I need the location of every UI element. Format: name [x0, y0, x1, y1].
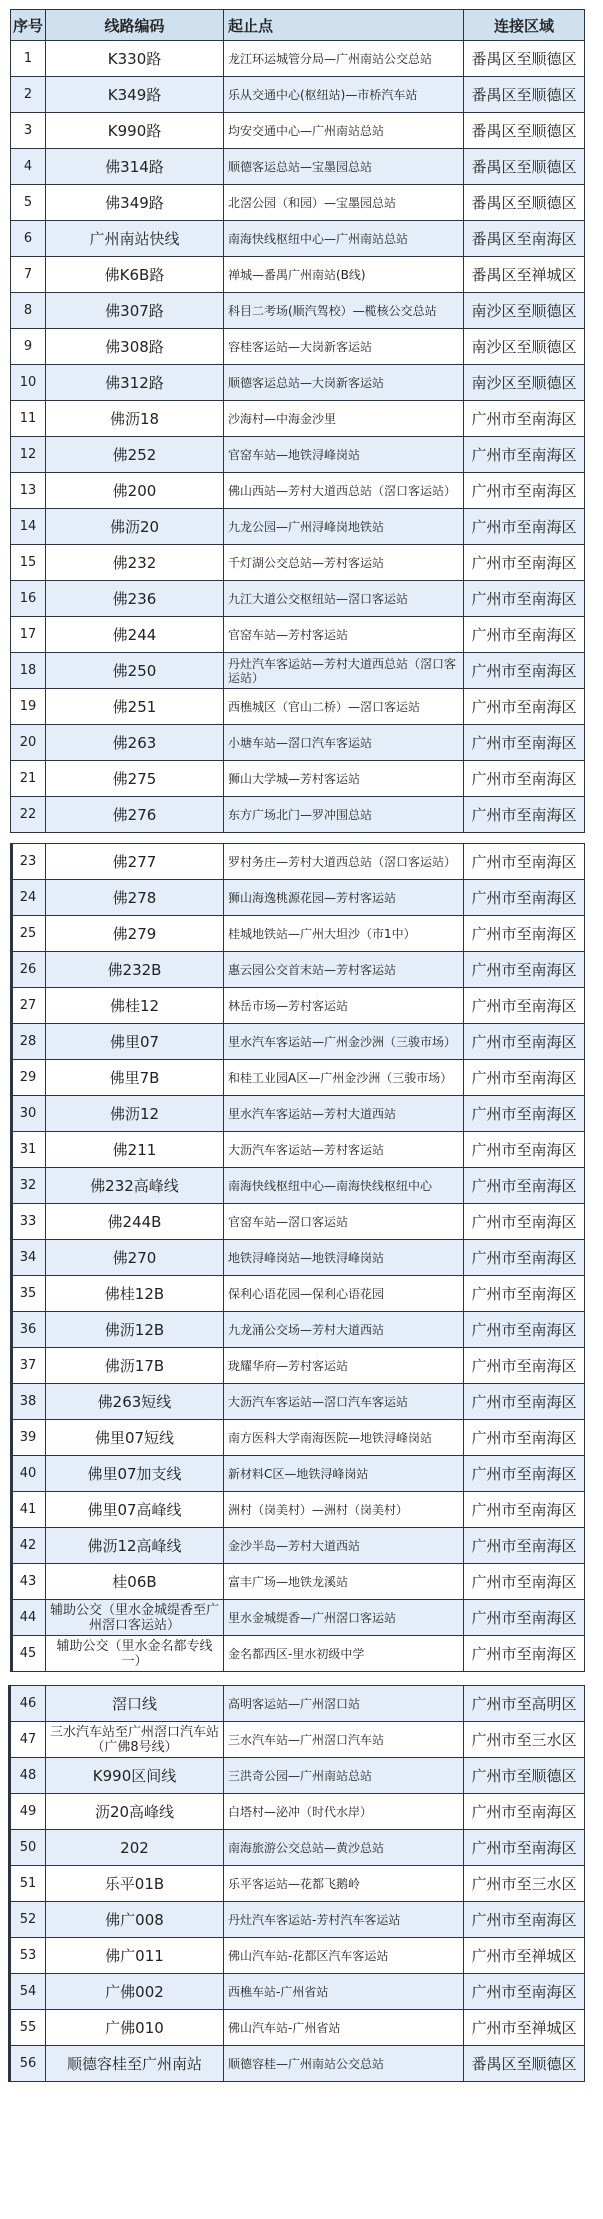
table-section-3: [0, 1685, 603, 2082]
route-seq-cell: 31: [11, 1132, 46, 1168]
table-row: [11, 1758, 585, 1794]
route-seq-cell: 13: [11, 473, 46, 509]
route-seq-cell: 43: [11, 1564, 46, 1600]
table-row: [11, 437, 585, 473]
table-row: [11, 1492, 585, 1528]
route-seq-cell: 48: [11, 1758, 46, 1794]
table-row: [11, 581, 585, 617]
route-area-cell: 广州市至南海区: [464, 1600, 585, 1636]
route-code-cell: 佛232高峰线: [46, 1168, 224, 1204]
route-stops-cell: 科目二考场(顺汽驾校）—榄核公交总站: [224, 293, 464, 329]
route-stops-cell: 千灯湖公交总站—芳村客运站: [224, 545, 464, 581]
route-stops-cell: 南海快线枢纽中心—南海快线枢纽中心: [224, 1168, 464, 1204]
table-row: [11, 880, 585, 916]
route-stops-cell: 官窑车站—芳村客运站: [224, 617, 464, 653]
table-row: [11, 689, 585, 725]
route-area-cell: 广州市至南海区: [464, 689, 585, 725]
route-code-cell: K349路: [46, 77, 224, 113]
route-seq-cell: 10: [11, 365, 46, 401]
route-stops-cell: 九龙涌公交场—芳村大道西站: [224, 1312, 464, 1348]
table-section-1: [0, 9, 603, 833]
route-area-cell: 广州市至南海区: [464, 844, 585, 880]
route-stops-cell: 丹灶汽车客运站—芳村大道西总站（滘口客运站）: [224, 653, 464, 689]
route-area-cell: 南沙区至顺德区: [464, 293, 585, 329]
route-stops-cell: 乐从交通中心(枢纽站)—市桥汽车站: [224, 77, 464, 113]
route-area-cell: 番禺区至禅城区: [464, 257, 585, 293]
route-code-cell: 佛沥17B: [46, 1348, 224, 1384]
table-row: [11, 1132, 585, 1168]
route-seq-cell: 45: [11, 1636, 46, 1672]
header-route: 线路编码: [46, 10, 224, 41]
route-seq-cell: 26: [11, 952, 46, 988]
route-code-cell: 佛263短线: [46, 1384, 224, 1420]
route-area-cell: 广州市至南海区: [464, 1420, 585, 1456]
route-code-cell: 滘口线: [46, 1686, 224, 1722]
route-code-cell: 广佛002: [46, 1974, 224, 2010]
route-stops-cell: 和桂工业园A区—广州金沙洲（三骏市场）: [224, 1060, 464, 1096]
route-code-cell: 佛314路: [46, 149, 224, 185]
route-area-cell: 广州市至南海区: [464, 581, 585, 617]
table-row: [11, 293, 585, 329]
table-row: [11, 221, 585, 257]
route-code-cell: 佛沥18: [46, 401, 224, 437]
route-code-cell: 桂06B: [46, 1564, 224, 1600]
route-seq-cell: 7: [11, 257, 46, 293]
route-seq-cell: 9: [11, 329, 46, 365]
route-code-cell: 辅助公交（里水金名都专线一）: [46, 1636, 224, 1672]
route-code-cell: 佛沥12: [46, 1096, 224, 1132]
table-row: [11, 1636, 585, 1672]
route-seq-cell: 25: [11, 916, 46, 952]
route-stops-cell: 惠云园公交首末站—芳村客运站: [224, 952, 464, 988]
table-row: [11, 257, 585, 293]
route-stops-cell: 保利心语花园—保利心语花园: [224, 1276, 464, 1312]
route-code-cell: 佛263: [46, 725, 224, 761]
route-seq-cell: 53: [11, 1938, 46, 1974]
route-code-cell: 佛232: [46, 545, 224, 581]
route-area-cell: 广州市至高明区: [464, 1686, 585, 1722]
table-row: [11, 761, 585, 797]
route-code-cell: 佛里07: [46, 1024, 224, 1060]
route-area-cell: 番禺区至南海区: [464, 221, 585, 257]
route-area-cell: 广州市至三水区: [464, 1722, 585, 1758]
route-stops-cell: 地铁浔峰岗站—地铁浔峰岗站: [224, 1240, 464, 1276]
table-row: [11, 1794, 585, 1830]
route-stops-cell: 东方广场北门—罗冲围总站: [224, 797, 464, 833]
route-stops-cell: 南海快线枢纽中心—广州南站总站: [224, 221, 464, 257]
route-stops-cell: 顺德客运总站—大岗新客运站: [224, 365, 464, 401]
table-row: [11, 1686, 585, 1722]
route-stops-cell: 富丰广场—地铁龙溪站: [224, 1564, 464, 1600]
route-table: [10, 843, 585, 1672]
route-stops-cell: 容桂客运站—大岗新客运站: [224, 329, 464, 365]
route-area-cell: 广州市至南海区: [464, 916, 585, 952]
route-seq-cell: 18: [11, 653, 46, 689]
route-area-cell: 广州市至南海区: [464, 545, 585, 581]
table-row: [11, 1456, 585, 1492]
route-code-cell: 202: [46, 1830, 224, 1866]
route-seq-cell: 15: [11, 545, 46, 581]
table-row: [11, 1276, 585, 1312]
route-stops-cell: 狮山海逸桃源花园—芳村客运站: [224, 880, 464, 916]
table-row: [11, 509, 585, 545]
route-seq-cell: 21: [11, 761, 46, 797]
route-area-cell: 广州市至南海区: [464, 437, 585, 473]
route-seq-cell: 55: [11, 2010, 46, 2046]
route-seq-cell: 29: [11, 1060, 46, 1096]
route-stops-cell: 狮山大学城—芳村客运站: [224, 761, 464, 797]
table-row: [11, 365, 585, 401]
table-row: [11, 988, 585, 1024]
table-row: [11, 725, 585, 761]
route-stops-cell: 林岳市场—芳村客运站: [224, 988, 464, 1024]
route-code-cell: 佛307路: [46, 293, 224, 329]
route-code-cell: 佛K6B路: [46, 257, 224, 293]
route-stops-cell: 九龙公园—广州浔峰岗地铁站: [224, 509, 464, 545]
table-row: [11, 113, 585, 149]
table-row: [11, 653, 585, 689]
route-stops-cell: 沙海村—中海金沙里: [224, 401, 464, 437]
route-stops-cell: 金名都西区-里水初级中学: [224, 1636, 464, 1672]
route-seq-cell: 52: [11, 1902, 46, 1938]
route-area-cell: 广州市至南海区: [464, 1168, 585, 1204]
table-body: [11, 41, 585, 833]
route-code-cell: 三水汽车站至广州滘口汽车站（广佛8号线）: [46, 1722, 224, 1758]
route-seq-cell: 51: [11, 1866, 46, 1902]
route-seq-cell: 5: [11, 185, 46, 221]
route-area-cell: 广州市至南海区: [464, 797, 585, 833]
route-area-cell: 广州市至南海区: [464, 1312, 585, 1348]
route-code-cell: 广州南站快线: [46, 221, 224, 257]
route-code-cell: K990路: [46, 113, 224, 149]
route-stops-cell: 白塔村—泌冲（时代水岸）: [224, 1794, 464, 1830]
route-seq-cell: 17: [11, 617, 46, 653]
table-row: [11, 2046, 585, 2082]
table-row: [11, 1168, 585, 1204]
route-table: [10, 1685, 585, 2082]
route-stops-cell: 金沙半岛—芳村大道西站: [224, 1528, 464, 1564]
route-code-cell: 广佛010: [46, 2010, 224, 2046]
route-seq-cell: 32: [11, 1168, 46, 1204]
route-code-cell: 佛244: [46, 617, 224, 653]
table-row: [11, 1060, 585, 1096]
route-area-cell: 广州市至禅城区: [464, 2010, 585, 2046]
route-stops-cell: 南方医科大学南海医院—地铁浔峰岗站: [224, 1420, 464, 1456]
table-row: [11, 185, 585, 221]
table-section-2: [0, 843, 603, 1672]
route-seq-cell: 33: [11, 1204, 46, 1240]
route-stops-cell: 禅城—番禺广州南站(B线): [224, 257, 464, 293]
route-code-cell: 佛270: [46, 1240, 224, 1276]
route-code-cell: 佛308路: [46, 329, 224, 365]
table-row: [11, 1600, 585, 1636]
route-stops-cell: 顺德容桂—广州南站公交总站: [224, 2046, 464, 2082]
route-stops-cell: 官窑车站—地铁浔峰岗站: [224, 437, 464, 473]
route-stops-cell: 罗村务庄—芳村大道西总站（滘口客运站）: [224, 844, 464, 880]
route-code-cell: 佛里7B: [46, 1060, 224, 1096]
route-area-cell: 广州市至三水区: [464, 1866, 585, 1902]
route-seq-cell: 19: [11, 689, 46, 725]
route-area-cell: 番禺区至顺德区: [464, 113, 585, 149]
route-stops-cell: 里水汽车客运站—广州金沙洲（三骏市场）: [224, 1024, 464, 1060]
route-seq-cell: 11: [11, 401, 46, 437]
route-code-cell: 佛沥12B: [46, 1312, 224, 1348]
header-stops: 起止点: [224, 10, 464, 41]
route-seq-cell: 54: [11, 1974, 46, 2010]
header-seq: 序号: [11, 10, 46, 41]
route-seq-cell: 50: [11, 1830, 46, 1866]
route-stops-cell: 丹灶汽车客运站-芳村汽车客运站: [224, 1902, 464, 1938]
route-area-cell: 广州市至南海区: [464, 1060, 585, 1096]
route-stops-cell: 桂城地铁站—广州大坦沙（市1中）: [224, 916, 464, 952]
route-area-cell: 番禺区至顺德区: [464, 77, 585, 113]
route-code-cell: 佛275: [46, 761, 224, 797]
route-code-cell: 辅助公交（里水金城缇香至广州滘口客运站）: [46, 1600, 224, 1636]
route-stops-cell: 佛山汽车站-花都区汽车客运站: [224, 1938, 464, 1974]
route-area-cell: 广州市至南海区: [464, 509, 585, 545]
route-seq-cell: 3: [11, 113, 46, 149]
route-stops-cell: 小塘车站—滘口汽车客运站: [224, 725, 464, 761]
route-code-cell: 佛232B: [46, 952, 224, 988]
route-area-cell: 广州市至南海区: [464, 617, 585, 653]
route-area-cell: 广州市至南海区: [464, 1492, 585, 1528]
route-area-cell: 广州市至南海区: [464, 1636, 585, 1672]
route-code-cell: 佛里07加支线: [46, 1456, 224, 1492]
route-code-cell: 佛277: [46, 844, 224, 880]
route-area-cell: 广州市至南海区: [464, 653, 585, 689]
route-seq-cell: 41: [11, 1492, 46, 1528]
table-row: [11, 401, 585, 437]
route-code-cell: 佛桂12: [46, 988, 224, 1024]
route-area-cell: 广州市至南海区: [464, 1974, 585, 2010]
route-stops-cell: 大沥汽车客运站—滘口汽车客运站: [224, 1384, 464, 1420]
route-stops-cell: 官窑车站—滘口客运站: [224, 1204, 464, 1240]
route-seq-cell: 36: [11, 1312, 46, 1348]
route-area-cell: 广州市至南海区: [464, 1024, 585, 1060]
route-area-cell: 番禺区至顺德区: [464, 41, 585, 77]
route-area-cell: 广州市至南海区: [464, 1204, 585, 1240]
route-code-cell: K330路: [46, 41, 224, 77]
route-area-cell: 广州市至南海区: [464, 401, 585, 437]
route-code-cell: 佛沥20: [46, 509, 224, 545]
table-row: [11, 1866, 585, 1902]
route-seq-cell: 8: [11, 293, 46, 329]
route-seq-cell: 39: [11, 1420, 46, 1456]
route-seq-cell: 44: [11, 1600, 46, 1636]
table-body: [11, 1686, 585, 2082]
route-seq-cell: 38: [11, 1384, 46, 1420]
table-row: [11, 1348, 585, 1384]
route-stops-cell: 西樵城区（官山二桥）—滘口客运站: [224, 689, 464, 725]
route-area-cell: 广州市至南海区: [464, 473, 585, 509]
route-code-cell: 佛桂12B: [46, 1276, 224, 1312]
route-seq-cell: 30: [11, 1096, 46, 1132]
route-code-cell: 佛里07高峰线: [46, 1492, 224, 1528]
route-area-cell: 广州市至南海区: [464, 880, 585, 916]
route-area-cell: 广州市至南海区: [464, 988, 585, 1024]
table-row: [11, 797, 585, 833]
table-row: [11, 1974, 585, 2010]
route-area-cell: 广州市至南海区: [464, 761, 585, 797]
route-area-cell: 广州市至南海区: [464, 1348, 585, 1384]
table-row: [11, 1938, 585, 1974]
route-stops-cell: 北滘公园（和园）—宝墨园总站: [224, 185, 464, 221]
route-stops-cell: 佛山西站—芳村大道西总站（滘口客运站）: [224, 473, 464, 509]
route-area-cell: 广州市至南海区: [464, 1276, 585, 1312]
route-area-cell: 广州市至南海区: [464, 1384, 585, 1420]
route-area-cell: 广州市至南海区: [464, 1830, 585, 1866]
section-left-border: [8, 1685, 11, 2082]
route-area-cell: 南沙区至顺德区: [464, 365, 585, 401]
route-code-cell: 佛211: [46, 1132, 224, 1168]
table-body: [11, 844, 585, 1672]
table-row: [11, 41, 585, 77]
table-row: [11, 1384, 585, 1420]
route-seq-cell: 24: [11, 880, 46, 916]
route-stops-cell: 龙江环运城管分局—广州南站公交总站: [224, 41, 464, 77]
route-code-cell: K990区间线: [46, 1758, 224, 1794]
route-stops-cell: 大沥汽车客运站—芳村客运站: [224, 1132, 464, 1168]
route-area-cell: 广州市至南海区: [464, 1902, 585, 1938]
table-row: [11, 1528, 585, 1564]
route-area-cell: 广州市至南海区: [464, 1240, 585, 1276]
route-stops-cell: 乐平客运站—花都飞鹅岭: [224, 1866, 464, 1902]
route-seq-cell: 56: [11, 2046, 46, 2082]
route-stops-cell: 洲村（岗美村）—洲村（岗美村）: [224, 1492, 464, 1528]
route-seq-cell: 23: [11, 844, 46, 880]
route-code-cell: 佛250: [46, 653, 224, 689]
route-code-cell: 佛278: [46, 880, 224, 916]
route-seq-cell: 47: [11, 1722, 46, 1758]
table-header-row: [11, 10, 585, 41]
table-row: [11, 916, 585, 952]
route-seq-cell: 22: [11, 797, 46, 833]
route-stops-cell: 珑耀华府—芳村客运站: [224, 1348, 464, 1384]
route-seq-cell: 42: [11, 1528, 46, 1564]
route-area-cell: 广州市至顺德区: [464, 1758, 585, 1794]
route-stops-cell: 顺德客运总站—宝墨园总站: [224, 149, 464, 185]
route-seq-cell: 40: [11, 1456, 46, 1492]
table-row: [11, 329, 585, 365]
route-area-cell: 广州市至南海区: [464, 952, 585, 988]
table-row: [11, 952, 585, 988]
table-row: [11, 1024, 585, 1060]
route-code-cell: 乐平01B: [46, 1866, 224, 1902]
table-row: [11, 1096, 585, 1132]
table-row: [11, 1240, 585, 1276]
header-area: 连接区域: [464, 10, 585, 41]
route-seq-cell: 49: [11, 1794, 46, 1830]
route-stops-cell: 佛山汽车站-广州省站: [224, 2010, 464, 2046]
table-row: [11, 2010, 585, 2046]
route-seq-cell: 1: [11, 41, 46, 77]
table-row: [11, 545, 585, 581]
route-stops-cell: 三洪奇公园—广州南站总站: [224, 1758, 464, 1794]
route-area-cell: 广州市至禅城区: [464, 1938, 585, 1974]
route-seq-cell: 6: [11, 221, 46, 257]
route-seq-cell: 37: [11, 1348, 46, 1384]
route-code-cell: 沥20高峰线: [46, 1794, 224, 1830]
route-stops-cell: 均安交通中心—广州南站总站: [224, 113, 464, 149]
route-stops-cell: 里水金城缇香—广州滘口客运站: [224, 1600, 464, 1636]
table-row: [11, 1902, 585, 1938]
route-seq-cell: 34: [11, 1240, 46, 1276]
table-row: [11, 1564, 585, 1600]
route-area-cell: 广州市至南海区: [464, 1132, 585, 1168]
table-row: [11, 77, 585, 113]
route-code-cell: 佛312路: [46, 365, 224, 401]
route-area-cell: 番禺区至顺德区: [464, 185, 585, 221]
route-seq-cell: 12: [11, 437, 46, 473]
route-seq-cell: 35: [11, 1276, 46, 1312]
route-stops-cell: 三水汽车站—广州滘口汽车站: [224, 1722, 464, 1758]
route-area-cell: 广州市至南海区: [464, 1564, 585, 1600]
route-code-cell: 佛广011: [46, 1938, 224, 1974]
route-table: [10, 9, 585, 833]
route-seq-cell: 4: [11, 149, 46, 185]
table-row: [11, 617, 585, 653]
route-stops-cell: 西樵车站-广州省站: [224, 1974, 464, 2010]
route-area-cell: 番禺区至顺德区: [464, 2046, 585, 2082]
route-code-cell: 佛252: [46, 437, 224, 473]
route-stops-cell: 里水汽车客运站—芳村大道西站: [224, 1096, 464, 1132]
route-seq-cell: 28: [11, 1024, 46, 1060]
route-stops-cell: 高明客运站—广州滘口站: [224, 1686, 464, 1722]
section-left-border: [10, 843, 13, 1672]
table-row: [11, 149, 585, 185]
route-code-cell: 佛236: [46, 581, 224, 617]
route-code-cell: 佛251: [46, 689, 224, 725]
route-code-cell: 佛279: [46, 916, 224, 952]
table-row: [11, 1722, 585, 1758]
route-area-cell: 广州市至南海区: [464, 725, 585, 761]
route-area-cell: 广州市至南海区: [464, 1096, 585, 1132]
table-row: [11, 844, 585, 880]
route-code-cell: 佛广008: [46, 1902, 224, 1938]
route-area-cell: 番禺区至顺德区: [464, 149, 585, 185]
route-seq-cell: 27: [11, 988, 46, 1024]
route-seq-cell: 16: [11, 581, 46, 617]
route-code-cell: 顺德容桂至广州南站: [46, 2046, 224, 2082]
route-code-cell: 佛里07短线: [46, 1420, 224, 1456]
route-area-cell: 广州市至南海区: [464, 1456, 585, 1492]
route-area-cell: 广州市至南海区: [464, 1528, 585, 1564]
route-code-cell: 佛276: [46, 797, 224, 833]
route-code-cell: 佛沥12高峰线: [46, 1528, 224, 1564]
route-area-cell: 广州市至南海区: [464, 1794, 585, 1830]
route-code-cell: 佛200: [46, 473, 224, 509]
route-seq-cell: 46: [11, 1686, 46, 1722]
page-top-margin: [0, 0, 603, 9]
route-seq-cell: 2: [11, 77, 46, 113]
route-stops-cell: 新材料C区—地铁浔峰岗站: [224, 1456, 464, 1492]
table-row: [11, 1312, 585, 1348]
route-stops-cell: 南海旅游公交总站—黄沙总站: [224, 1830, 464, 1866]
route-code-cell: 佛349路: [46, 185, 224, 221]
route-code-cell: 佛244B: [46, 1204, 224, 1240]
route-seq-cell: 20: [11, 725, 46, 761]
table-row: [11, 473, 585, 509]
table-row: [11, 1204, 585, 1240]
route-stops-cell: 九江大道公交枢纽站—滘口客运站: [224, 581, 464, 617]
table-row: [11, 1830, 585, 1866]
route-seq-cell: 14: [11, 509, 46, 545]
table-row: [11, 1420, 585, 1456]
route-area-cell: 南沙区至顺德区: [464, 329, 585, 365]
